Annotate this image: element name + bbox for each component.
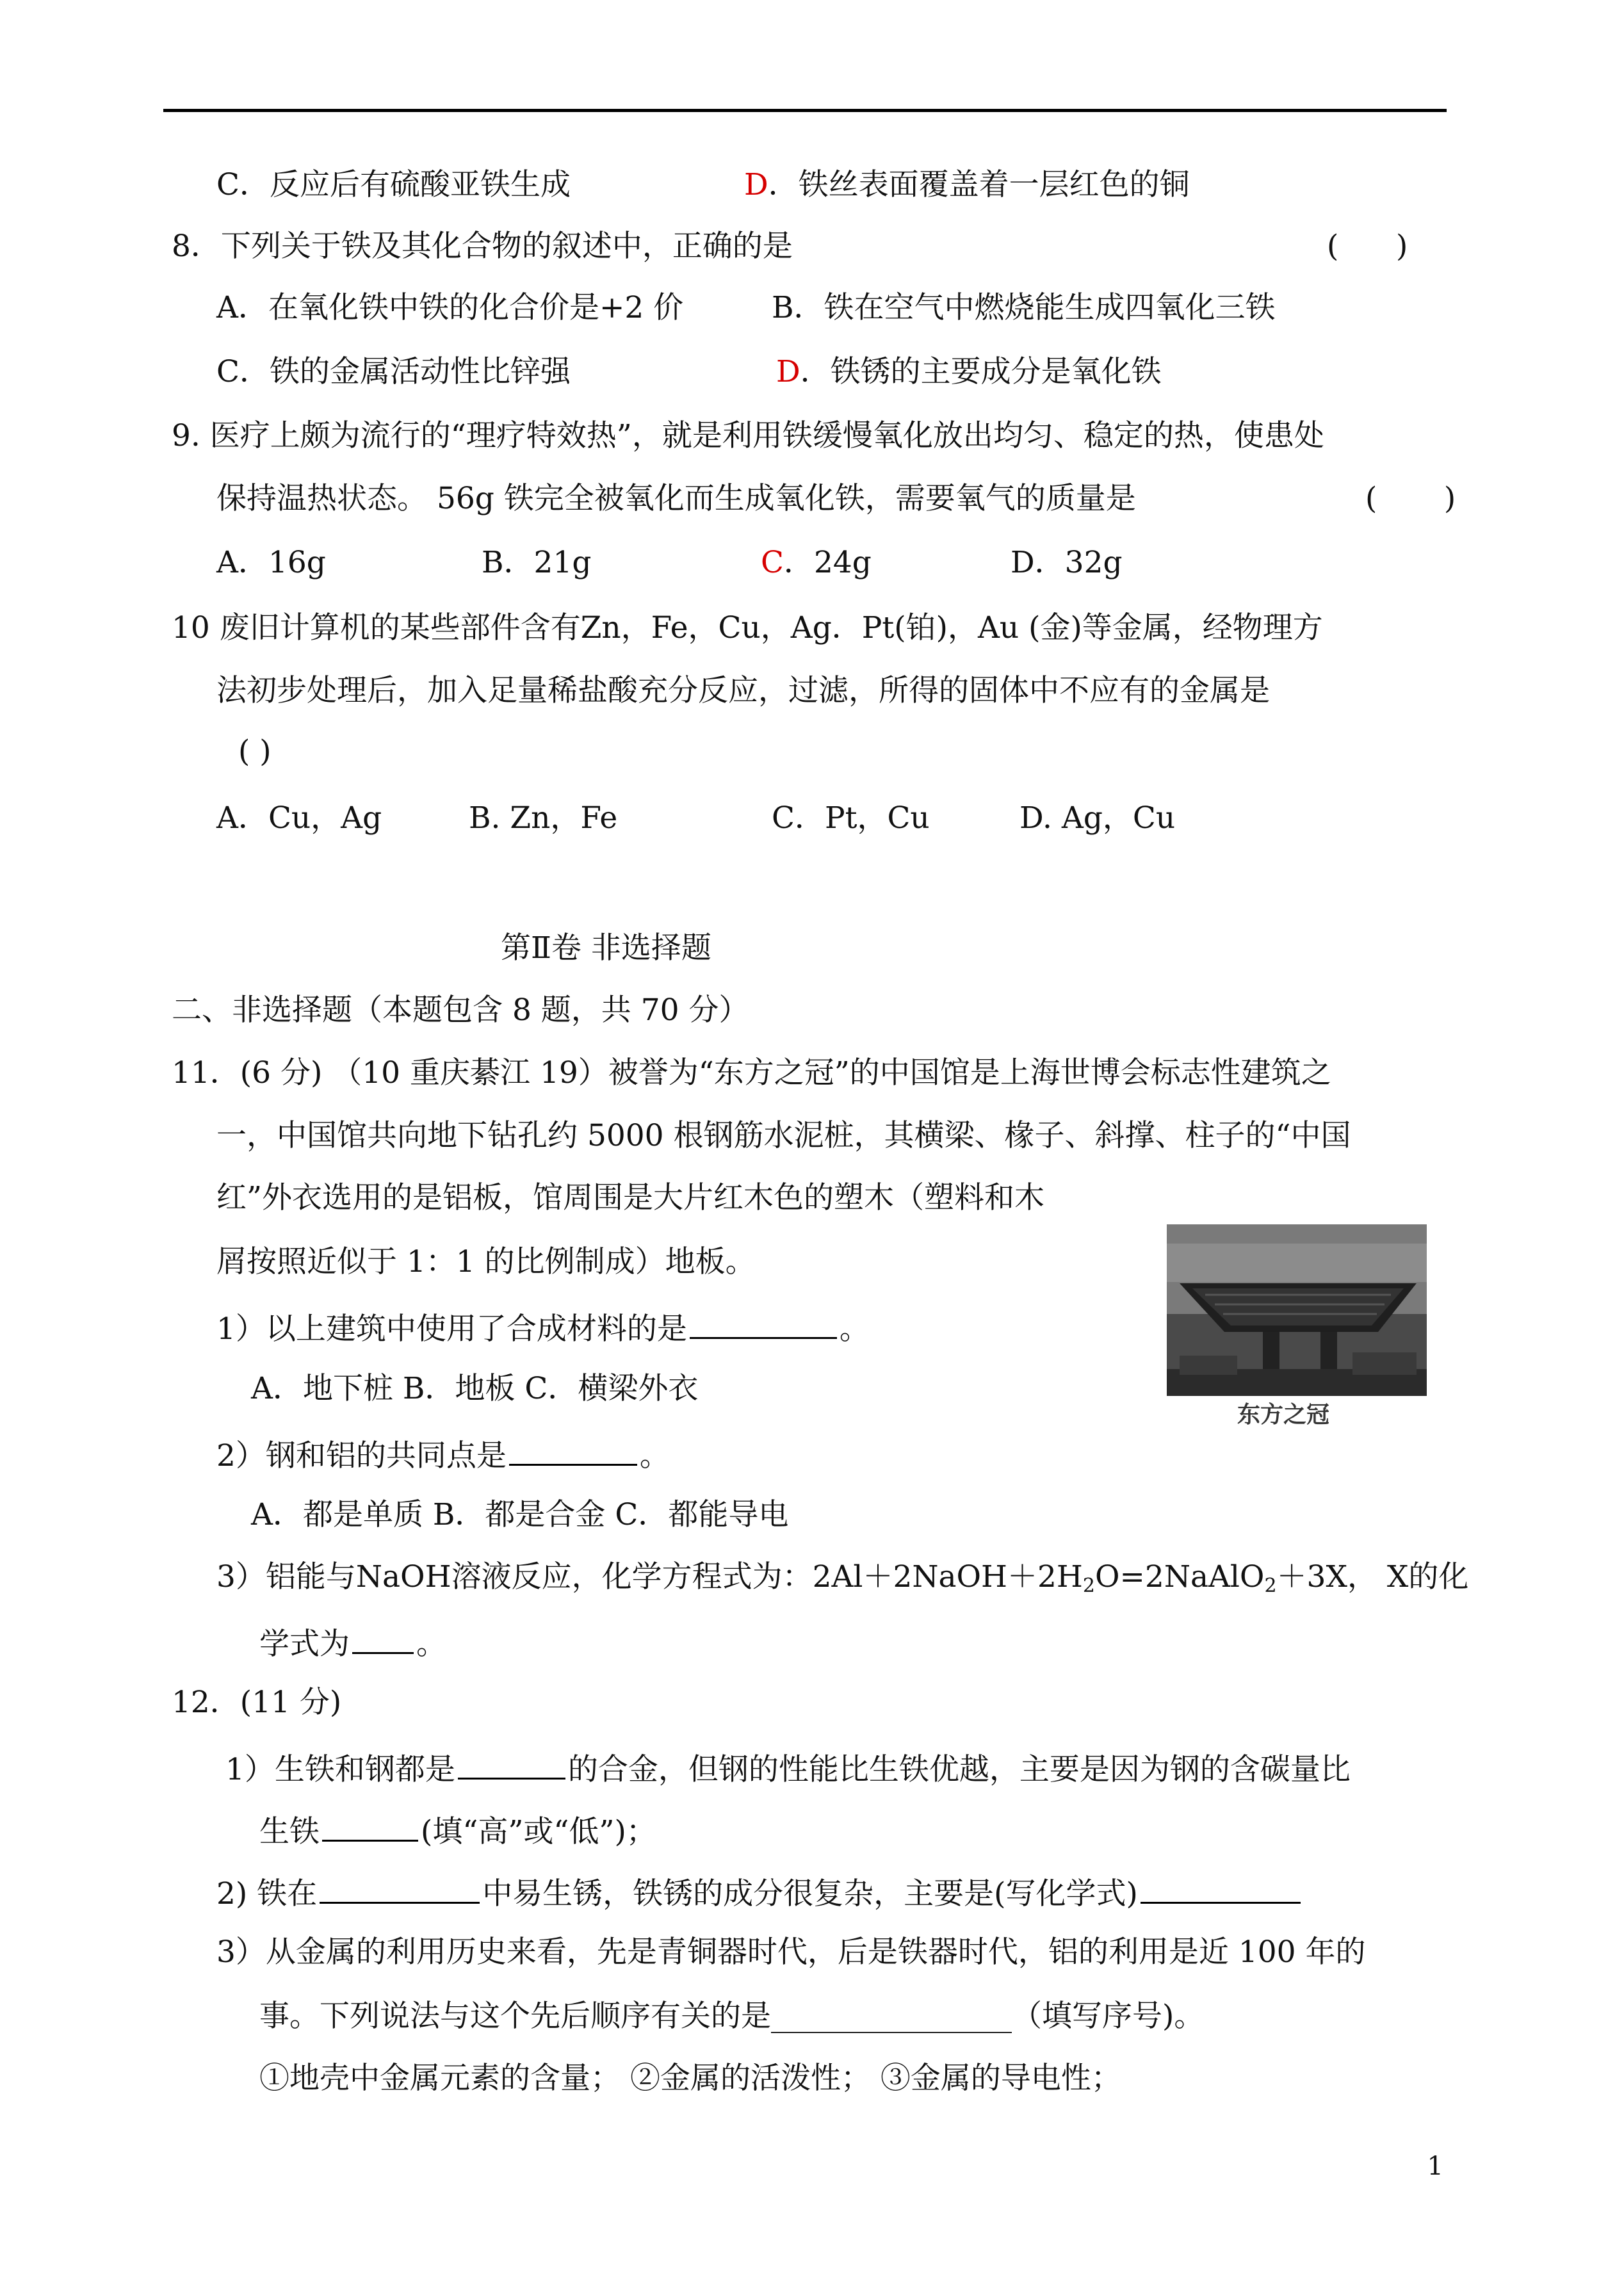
q10-option-b: B. Zn，Fe [469,800,618,836]
q7-option-d-letter: D [744,167,768,202]
q9-option-b: B．21g [482,545,592,580]
q12-sub3-line2 [259,1997,1204,2036]
q10-option-c: C．Pt，Cu [772,800,930,836]
q10-stem-line2: 法初步处理后，加入足量稀盐酸充分反应，过滤，所得的固体中不应有的金属是 [216,673,1270,708]
q11-line4: 屑按照近似于 1：1 的比例制成）地板。 [216,1244,756,1279]
q9-option-c [761,543,872,583]
q11-sub3-subscript1: 2 [1082,1575,1095,1597]
q12-sub1 [225,1746,1351,1790]
q12-sub2 [216,1870,1303,1914]
q9-option-c-text: ．24g [783,545,872,580]
page-number: 1 [1427,2152,1443,2181]
q11-sub1-text: 1）以上建筑中使用了合成材料的是 [216,1311,687,1347]
q9-option-c-letter: C [761,545,784,580]
q12-sub3-line2-pre: 事。下列说法与这个先后顺序有关的是 [259,1999,771,2034]
q7-option-c: C．反应后有硫酸亚铁生成 [216,167,571,202]
q10-option-a: A．Cu，Ag [216,800,382,836]
q12-sub3-line1: 3）从金属的利用历史来看，先是青铜器时代，后是铁器时代，铝的利用是近 100 年的 [216,1934,1366,1970]
q11-sub3-mid: O=2NaAlO [1095,1559,1265,1594]
q12-sub3-line2-post: （填写序号)。 [1012,1999,1205,2034]
q11-sub3-blank[interactable] [352,1620,414,1654]
q12-sub3-blank[interactable]: ________________ [771,1999,1012,2034]
q12-sub2-blank2[interactable] [1141,1870,1301,1904]
q11-sub3-line2 [259,1620,446,1664]
q11-sub1-end: 。 [839,1311,870,1347]
q11-line1: 11．(6 分) （10 重庆綦江 19）被誉为“东方之冠”的中国馆是上海世博会标志性建筑之 [172,1055,1331,1091]
q11-sub2-blank[interactable] [509,1432,637,1466]
q7-option-d [744,165,1190,205]
q11-sub2 [216,1432,670,1476]
q9-answer-paren: ( ) [1365,481,1456,516]
q11-sub2-options: A．都是单质 B．都是合金 C．都能导电 [251,1497,789,1532]
q12-sub1-blank2[interactable] [322,1808,418,1842]
q11-sub3-pre: 3）铝能与NaOH溶液反应，化学方程式为：2Al＋2NaOH＋2H [216,1559,1083,1594]
section-title: 第Ⅱ卷 非选择题 [501,930,711,966]
q8-option-d-letter: D [776,354,800,389]
q11-sub3 [216,1557,1468,1597]
q8-stem: 8．下列关于铁及其化合物的叙述中，正确的是 [172,229,793,264]
q12-sub1-line2 [259,1808,656,1852]
q12-heading: 12．(11 分) [172,1685,342,1720]
q11-sub1 [216,1305,870,1349]
q10-option-d: D. Ag，Cu [1019,800,1176,836]
q9-option-d: D．32g [1011,545,1123,580]
q11-line2: 一，中国馆共向地下钻孔约 5000 根钢筋水泥桩，其横梁、椽子、斜撑、柱子的“中国 [216,1118,1351,1153]
q11-sub3-post: ＋3X， X的化 [1276,1559,1469,1594]
q12-sub2-pre: 2) 铁在 [216,1876,318,1911]
china-pavilion-photo [1167,1224,1427,1432]
q12-sub3-options: ①地壳中金属元素的含量； ②金属的活泼性； ③金属的导电性； [259,2061,1121,2096]
q8-option-a: A．在氧化铁中铁的化合价是+2 价 [216,290,684,325]
q8-option-b: B．铁在空气中燃烧能生成四氧化三铁 [772,290,1276,325]
q8-option-d-text: ．铁锈的主要成分是氧化铁 [800,354,1162,389]
section-heading: 二、非选择题（本题包含 8 题，共 70 分） [172,993,749,1028]
q11-sub3-subscript2: 2 [1264,1575,1277,1597]
q12-sub2-mid: 中易生锈，铁锈的成分很复杂，主要是(写化学式) [482,1876,1138,1911]
q12-sub1-mid: 的合金，但钢的性能比生铁优越，主要是因为钢的含碳量比 [567,1752,1351,1787]
q12-sub1-blank1[interactable] [458,1746,565,1780]
q9-stem-line1: 9. 医疗上颇为流行的“理疗特效热”，就是利用铁缓慢氧化放出均匀、稳定的热，使患处 [172,418,1324,453]
q11-sub1-blank[interactable] [690,1305,837,1339]
q10-answer-paren: ( ) [238,734,272,769]
q11-line3: 红”外衣选用的是铝板，馆周围是大片红木色的塑木（塑料和木 [216,1180,1045,1215]
q11-sub3-line2-end: 。 [416,1626,446,1662]
q12-sub1-line2-pre: 生铁 [259,1814,320,1849]
q7-option-d-text: ．铁丝表面覆盖着一层红色的铜 [768,167,1190,202]
q12-sub1-line2-post: (填“高”或“低”)； [421,1814,656,1849]
q11-sub2-text: 2）钢和铝的共同点是 [216,1438,507,1473]
q9-option-a: A．16g [216,545,326,580]
q11-sub3-line2-text: 学式为 [259,1626,350,1662]
q8-option-d [776,352,1162,392]
q9-stem-line2: 保持温热状态。 56g 铁完全被氧化而生成氧化铁，需要氧气的质量是 [216,481,1136,516]
q11-sub1-options: A．地下桩 B．地板 C．横梁外衣 [251,1371,699,1406]
q11-sub2-end: 。 [639,1438,670,1473]
q12-sub2-blank1[interactable] [320,1870,480,1904]
photo-caption: 东方之冠 [1237,1402,1330,1428]
header-rule [163,109,1447,112]
q8-answer-paren: ( ) [1327,229,1408,264]
q12-sub1-pre: 1）生铁和钢都是 [225,1752,455,1787]
q10-stem-line1: 10 废旧计算机的某些部件含有Zn，Fe，Cu，Ag．Pt(铂)，Au (金)等金属，经物理方 [172,610,1323,645]
q8-option-c: C．铁的金属活动性比锌强 [216,354,571,389]
